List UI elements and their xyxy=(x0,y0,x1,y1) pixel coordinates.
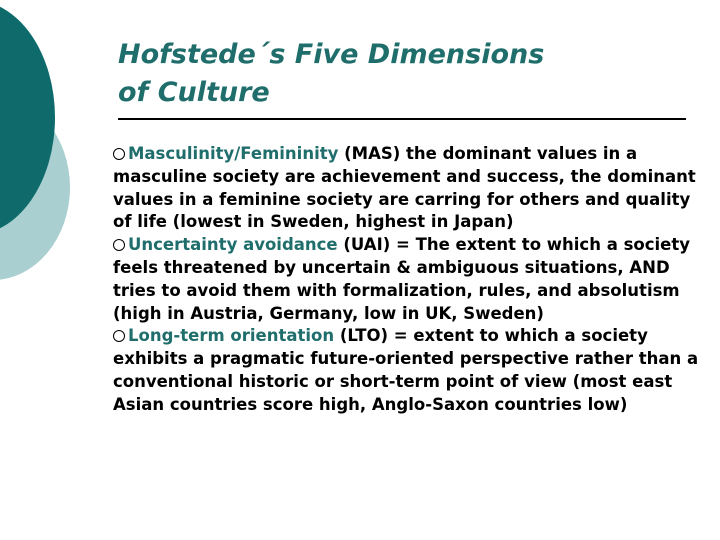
bullet-circle-icon xyxy=(113,148,125,160)
bullet-circle-icon xyxy=(113,330,125,342)
bullet-term: Uncertainty avoidance xyxy=(128,235,338,255)
slide-body xyxy=(113,143,703,417)
bullet-item xyxy=(113,234,703,325)
bullet-item xyxy=(113,143,703,234)
title-line-2: of Culture xyxy=(118,77,270,108)
bullet-term: Masculinity/Femininity xyxy=(128,144,339,163)
bullet-text: = extent to which a society exhibits a pragmatic future-oriented perspective rather than a conventional historic or short-term point of view (most east Asian countries score high, Anglo-Saxon countries low) xyxy=(113,326,699,414)
bullet-term: Long-term orientation xyxy=(128,326,335,346)
bullet-text: = The extent to which a society feels threatened by uncertain & ambiguous situations, AND tries to avoid them with formalization, rules, and absolutism (high in Austria, Germany, low in UK, Sweden) xyxy=(113,235,690,323)
title-line-1: Hofstede´s Five Dimensions xyxy=(118,39,545,70)
bullet-item xyxy=(113,325,703,416)
bullet-circle-icon xyxy=(113,239,125,251)
bullet-abbr: (LTO) xyxy=(334,326,389,346)
bullet-abbr: (MAS) xyxy=(338,144,401,163)
title-divider xyxy=(118,118,686,120)
bullet-text: the dominant values in a masculine society are achievement and success, the dominant values in a feminine society are carring for others and quality of life (lowest in Sweden, highest in Japan) xyxy=(113,144,696,232)
bullet-abbr: (UAI) xyxy=(337,235,391,255)
slide-title xyxy=(118,36,678,112)
